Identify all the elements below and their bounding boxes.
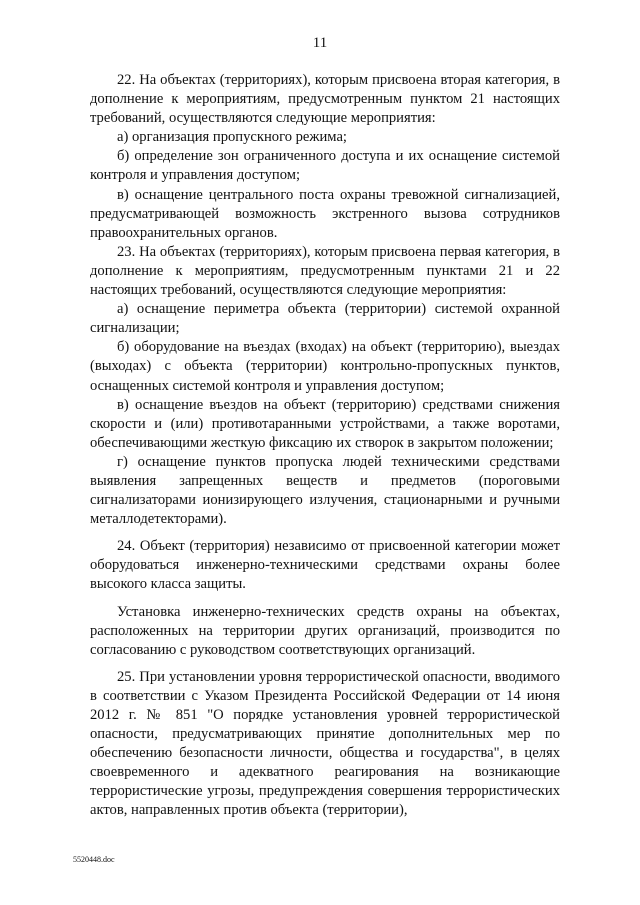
paragraph-25: 25. При установлении уровня террористической опасности, вводимого в соответствии с Указом Президента Российской Федерации от 14 июня 2012 г. № 851 "О порядке установления уровней террористической опасности, предусматривающих принятие дополнительных мер по обеспечению безопасности личности, общества и государства", в целях своевременного и адекватного реагирования на возникающие террористические угрозы, предупреждения совершения террористических актов, направленных против объекта (территории),: [90, 668, 560, 819]
footer-file-code: 5520448.doc: [73, 855, 115, 864]
paragraph-23: 23. На объектах (территориях), которым присвоена первая категория, в дополнение к мероприятиям, предусмотренным пунктами 21 и 22 настоящих требований, осуществляются следующие мероприятия:: [90, 243, 560, 299]
paragraph-22-v: в) оснащение центрального поста охраны тревожной сигнализацией, предусматривающей возможность экстренного вызова сотрудников правоохранительных органов.: [90, 186, 560, 241]
paragraph-22-a: а) организация пропускного режима;: [117, 129, 347, 146]
paragraph-23-v: в) оснащение въездов на объект (территорию) средствами снижения скорости и (или) противотаранными устройствами, а также воротами, обеспечивающими жесткую фиксацию их створок в закрытом положении;: [90, 396, 560, 451]
paragraph-22-b: б) определение зон ограниченного доступа и их оснащение системой контроля и управления доступом;: [90, 148, 560, 184]
paragraph-24: 24. Объект (территория) независимо от присвоенной категории может оборудоваться инженерно-техническими средствами охраны более высокого класса защиты.: [90, 538, 560, 593]
paragraph-23-g: г) оснащение пунктов пропуска людей техническими средствами выявления запрещенных веществ и предметов (пороговыми сигнализаторами ионизирующего излучения, стационарными и ручными металлодетекторами).: [90, 453, 560, 528]
paragraph-22: 22. На объектах (территориях), которым присвоена вторая категория, в дополнение к мероприятиям, предусмотренным пунктом 21 настоящих требований, осуществляются следующие мероприятия:: [90, 72, 560, 127]
document-body: [90, 71, 560, 821]
paragraph-23-b: б) оборудование на въездах (входах) на объект (территорию), выездах (выходах) с объекта (территории) контрольно-пропускных пунктов, оснащенных системой контроля и управления доступом;: [90, 339, 560, 394]
page-number: 11: [312, 35, 328, 51]
paragraph-23-a: а) оснащение периметра объекта (территории) системой охранной сигнализации;: [90, 301, 560, 337]
paragraph-24-installation: Установка инженерно-технических средств охраны на объектах, расположенных на территории других организаций, производится по согласованию с руководством соответствующих организаций.: [90, 603, 560, 658]
